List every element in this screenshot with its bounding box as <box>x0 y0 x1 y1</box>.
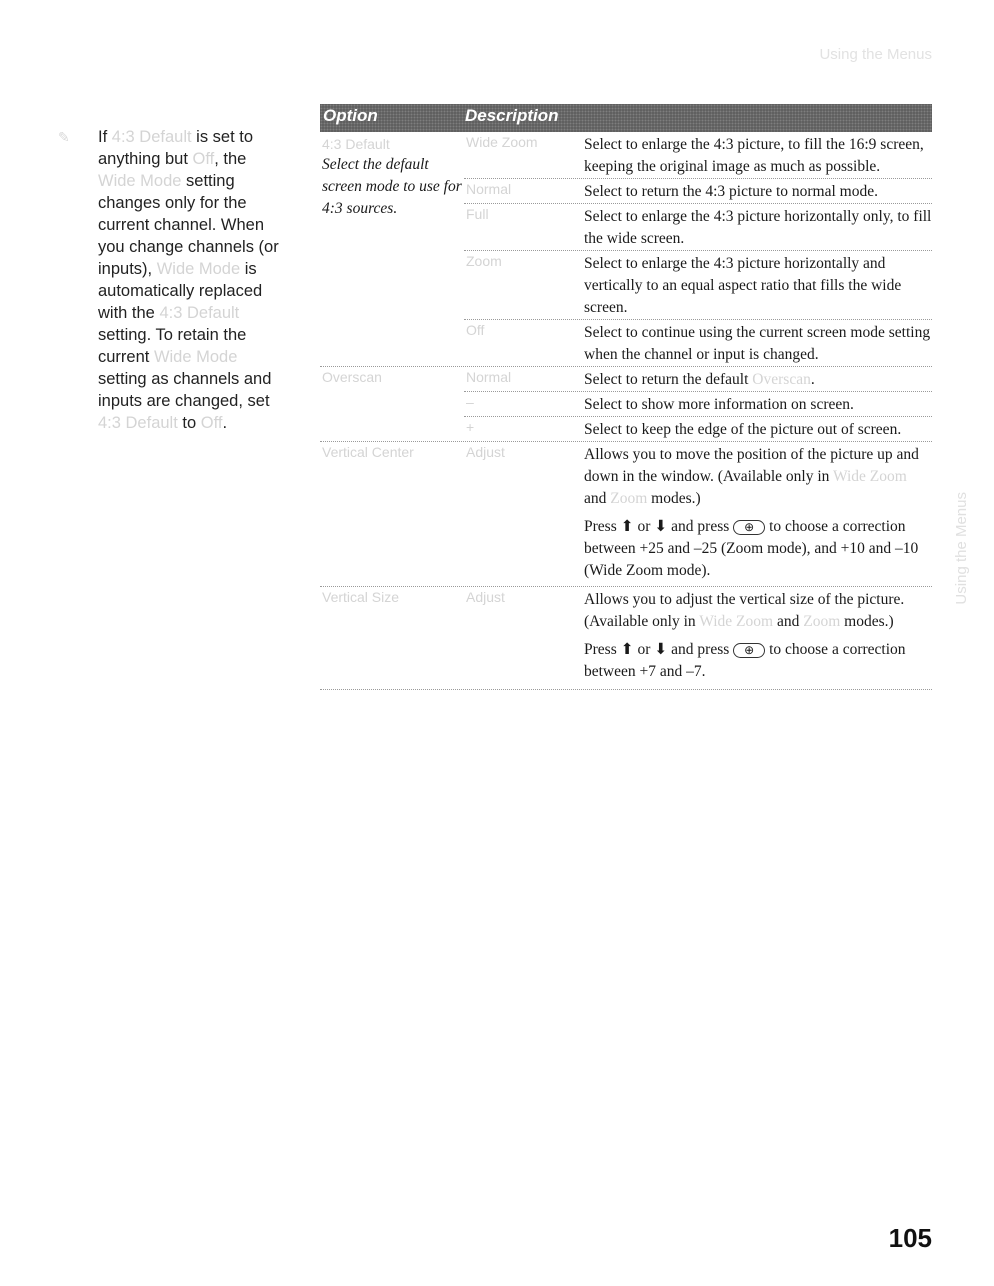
options-table <box>320 104 932 690</box>
table-header <box>320 104 932 132</box>
setting-row <box>320 179 932 203</box>
setting-description: Select to return the default Overscan. <box>584 371 815 388</box>
running-header: Using the Menus <box>819 46 932 63</box>
setting-description: Select to return the 4:3 picture to normal mode. <box>584 183 878 200</box>
setting-name: Normal <box>466 181 512 197</box>
option-subtitle: Select the default screen mode to use for 4:3 sources. <box>322 156 462 217</box>
setting-description: Allows you to move the position of the picture up and down in the window. (Available only in Wide Zoom and Zoom modes.) Press ⬆ or ⬇ and press ⊕ to choose a correction between +25 and –25 (Zoom mode), and +10 and –10 (Wide Zoom mode). <box>584 446 919 579</box>
enter-button-icon: ⊕ <box>733 520 765 535</box>
row-vertical-center <box>320 442 932 582</box>
arrow-up-icon: ⬆ <box>620 641 634 658</box>
header-description: Description <box>465 106 559 125</box>
setting-row <box>320 392 932 416</box>
setting-row <box>320 417 932 441</box>
note-box <box>58 126 280 434</box>
setting-name: Off <box>466 322 485 338</box>
setting-name: Full <box>466 206 489 222</box>
setting-name: Zoom <box>466 253 502 269</box>
setting-description: Allows you to adjust the vertical size of the picture. (Available only in Wide Zoom and Zoom modes.) Press ⬆ or ⬇ and press ⊕ to choose a correction between +7 and –7. <box>584 591 906 680</box>
option-name: 4:3 Default <box>322 136 390 152</box>
row-overscan <box>320 367 932 441</box>
arrow-down-icon: ⬇ <box>654 518 668 535</box>
setting-description: Select to enlarge the 4:3 picture horizontally only, to fill the wide screen. <box>584 208 932 247</box>
note-text: If 4:3 Default is set to anything but Off, the Wide Mode setting changes only for the current channel. When you change channels (or inputs), Wide Mode is automatically replaced with the 4:3 Default setting. To retain the current Wide Mode setting as channels and inputs are changed, set 4:3 Default to Off. <box>98 128 279 432</box>
setting-description: Select to enlarge the 4:3 picture, to fill the 16:9 screen, keeping the original image as much as possible. <box>584 136 924 175</box>
setting-row <box>320 132 932 178</box>
row-vertical-size <box>320 587 932 683</box>
setting-name: Adjust <box>466 444 505 460</box>
setting-name: Normal <box>466 369 512 385</box>
setting-row <box>320 204 932 250</box>
setting-name: – <box>466 394 474 410</box>
divider <box>320 689 932 690</box>
option-name: Vertical Center <box>322 444 414 460</box>
setting-description: Select to enlarge the 4:3 picture horizontally and vertically to an equal aspect ratio that fills the wide screen. <box>584 255 902 316</box>
arrow-up-icon: ⬆ <box>620 518 634 535</box>
setting-name: + <box>466 419 475 435</box>
note-icon: ✎ <box>58 129 70 145</box>
section-side-tab: Using the Menus <box>953 492 970 605</box>
row-4-3-default <box>320 132 932 366</box>
enter-button-icon: ⊕ <box>733 643 765 658</box>
setting-row <box>320 367 932 391</box>
setting-description: Select to show more information on screen. <box>584 396 854 413</box>
page-number: 105 <box>888 1223 932 1253</box>
header-option: Option <box>323 106 378 125</box>
option-name: Vertical Size <box>322 589 400 605</box>
setting-description: Select to continue using the current screen mode setting when the channel or input is changed. <box>584 324 931 363</box>
setting-row <box>320 320 932 366</box>
setting-name: Wide Zoom <box>466 134 538 150</box>
setting-name: Adjust <box>466 589 505 605</box>
option-name: Overscan <box>322 369 382 385</box>
setting-row <box>320 251 932 319</box>
arrow-down-icon: ⬇ <box>654 641 668 658</box>
setting-description: Select to keep the edge of the picture out of screen. <box>584 421 902 438</box>
